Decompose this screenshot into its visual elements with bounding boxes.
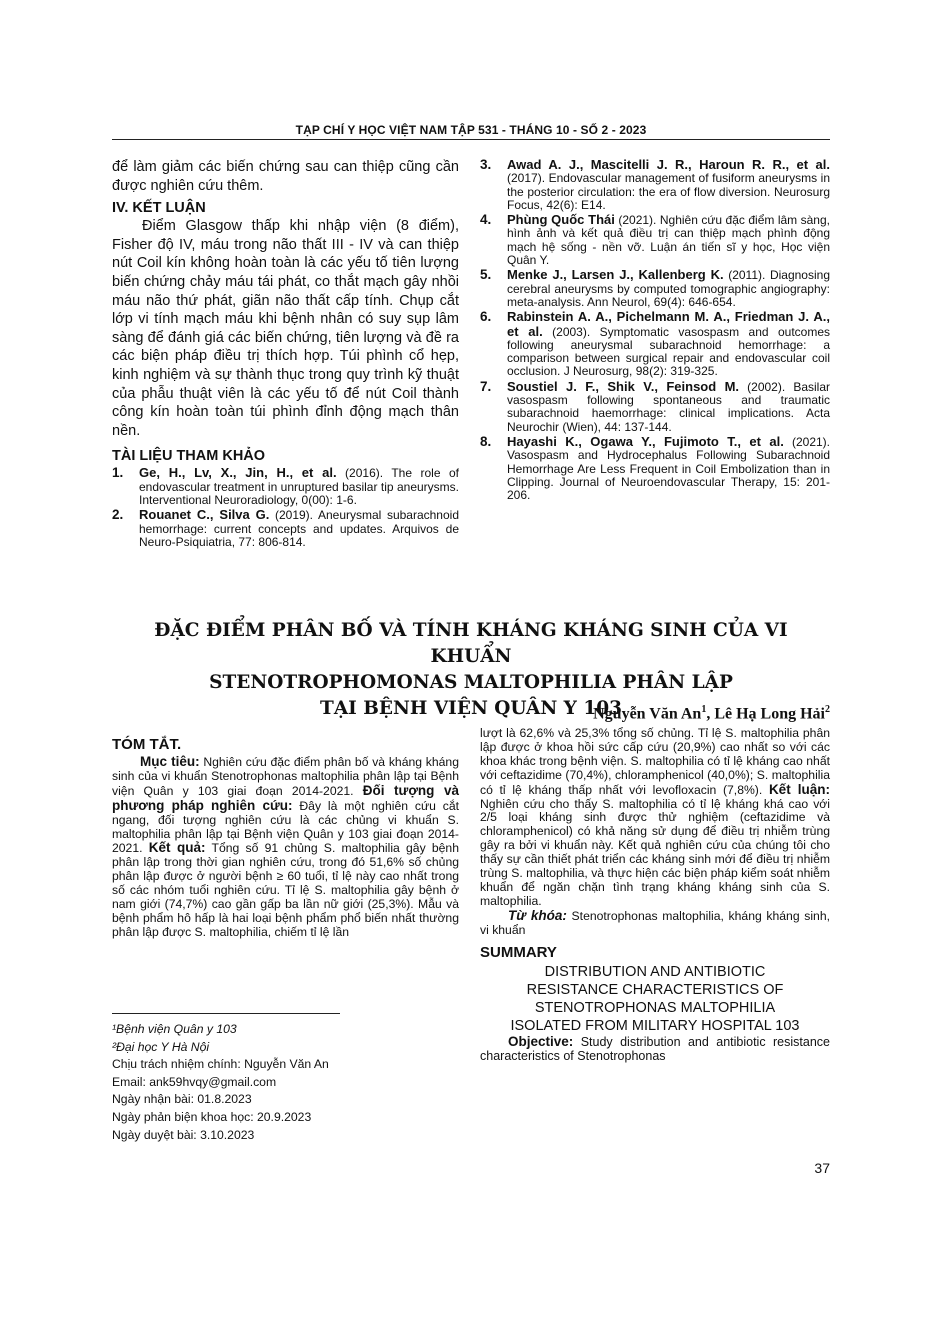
summary-objective: [480, 1035, 830, 1063]
reference-item: [480, 380, 830, 434]
summary-objective-label: Objective:: [508, 1033, 574, 1049]
reference-number: 5.: [480, 267, 492, 283]
author-affiliation-mark: 2: [825, 704, 830, 715]
footnote-divider: [112, 1013, 340, 1014]
article-title-line: ĐẶC ĐIỂM PHÂN BỐ VÀ TÍNH KHÁNG KHÁNG SINH CỦA VI KHUẨN: [154, 620, 788, 667]
article-title-line: STENOTROPHOMONAS MALTOPHILIA PHÂN LẬP: [209, 672, 733, 693]
reference-item: [112, 466, 459, 507]
header-divider: [112, 139, 830, 140]
right-column: [480, 158, 830, 503]
summary-title-line: ISOLATED FROM MILITARY HOSPITAL 103: [510, 1017, 800, 1034]
abstract-paragraph: [112, 755, 459, 940]
reference-number: 1.: [112, 465, 124, 481]
conclusion-heading: IV. KẾT LUẬN: [112, 200, 206, 217]
reference-authors: Rabinstein A. A., Pichelmann M. A., Friedman J. A., et al.: [507, 309, 830, 339]
reference-text: (2019). Aneurysmal subarachnoid hemorrhage: current concepts and updates. Arquivos de Neuro-Psiquiatria, 77: 806-814.: [139, 508, 459, 549]
intro-paragraph: để làm giảm các biến chứng sau can thiệp cũng cần được nghiên cứu thêm.: [112, 159, 459, 194]
summary-title-line: DISTRIBUTION AND ANTIBIOTIC: [544, 963, 766, 980]
reference-authors: Soustiel J. F., Shik V., Feinsod M.: [507, 378, 740, 394]
affiliation-1: ¹Bệnh viện Quân y 103: [112, 1022, 237, 1036]
results-label: Kết quả:: [148, 840, 206, 856]
left-column: [112, 158, 459, 550]
reference-authors: Rouanet C., Silva G.: [139, 507, 270, 523]
author-separator: ,: [706, 705, 715, 723]
date-reviewed: Ngày phản biện khoa học: 20.9.2023: [112, 1109, 312, 1124]
reference-text: (2002). Basilar vasospasm following spontaneous and traumatic subarachnoid haemorrhage: clinical implications. Acta Neurochir (Wien), 44: 137-144.: [507, 379, 830, 434]
author-line: [593, 704, 830, 723]
reference-authors: Menke J., Larsen J., Kallenberg K.: [507, 267, 724, 283]
reference-number: 3.: [480, 157, 492, 172]
methods-text: Đây là một nghiên cứu cắt ngang, đối tượng nghiên cứu là các chủng vi khuẩn S. maltophilia phân lập tại Bệnh viện Quân y 103 giai đoạn 2014-2021.: [112, 798, 459, 856]
contact-email: Email: ank59hvqy@gmail.com: [112, 1074, 277, 1089]
reference-item: [480, 213, 830, 267]
footnotes: [112, 1021, 459, 1144]
affiliation-2: ²Đại học Y Hà Nội: [112, 1039, 210, 1054]
references-heading: TÀI LIỆU THAM KHẢO: [112, 448, 266, 465]
reference-authors: Awad A. J., Mascitelli J. R., Haroun R. R., et al.: [507, 157, 830, 172]
reference-text: (2016). The role of endovascular treatment in unruptured basilar tip aneurysms. Interventional Neuroradiology, 0(00): 1-6.: [139, 466, 459, 507]
reference-authors: Hayashi K., Ogawa Y., Fujimoto T., et al.: [507, 433, 784, 449]
reference-text: (2017). Endovascular management of fusiform aneurysms in the posterior circulation: the era of flow diversion. Neurosurg Focus, 42(6): E14.: [507, 171, 830, 212]
reference-item: [480, 435, 830, 502]
abstract-paragraph-cont: [480, 727, 830, 909]
conclusion-paragraph: Điểm Glasgow thấp khi nhập viện (8 điểm), Fisher độ IV, máu trong não thất III - IV và can thiệp nút Coil kín không hoàn toàn là các yếu tố tiên lượng biến chứng chảy máu tái phát, co thắt mạch gây nhồi máu não thứ phát, giãn não thất cấp tính. Chụp cắt lớp vi tính mạch máu khi bệnh nhân có suy sụp lâm sàng để đánh giá các biến chứng, tiên lượng và đề ra các biện pháp điều trị thích hợp. Túi phình cổ hẹp, kinh nghiệm và sự thành thục trong quy trình kỹ thuật của phẫu thuật viên là các yếu tố để nút Coil thành công kín hoàn toàn túi phình đỉnh động mạch thân nền.: [112, 218, 459, 439]
keywords-text: Stenotrophonas maltophilia, kháng kháng sinh, vi khuẩn: [480, 908, 830, 937]
reference-item: [480, 158, 830, 212]
keywords-label: Từ khóa:: [508, 907, 567, 923]
author-name: Nguyễn Văn An: [593, 705, 702, 723]
reference-text: (2021). Vasospasm and Hydrocephalus Following Subarachnoid Hemorrhage Are Less Frequent in Coil Embolization than in Clipping. Journal of Neuroendovascular Therapy, 15: 201-206.: [507, 434, 831, 503]
summary-heading: SUMMARY: [480, 943, 557, 961]
reference-text: (2021). Nghiên cứu đặc điểm lâm sàng, hình ảnh và kết quả điều trị can thiệp mạch phình động mạch hệ sống - nền vỡ. Luận án tiến sĩ y học, Học viện Quân Y.: [507, 213, 830, 268]
results-text: Tổng số 91 chủng S. maltophilia gây bệnh phân lập trong thời gian nghiên cứu, trong đó 51,6% số chủng phân lập được ở người bệnh ≥ 60 tuổi, tỉ lệ này cao nhất trong số các nhóm tuổi nghiên cứu. Tỉ lệ S. maltophilia gây bệnh ở nam giới (74,7%) cao gần gấp ba lần nữ giới (25,3%). Mẫu và bệnh phẩm hô hấp là hai loại bệnh phẩm phổ biến nhất thường phân lập được S. maltophilia, chiếm tỉ lệ lần: [112, 841, 459, 939]
journal-header: TẠP CHÍ Y HỌC VIỆT NAM TẬP 531 - THÁNG 10 - SỐ 2 - 2023: [295, 123, 647, 137]
reference-number: 4.: [480, 212, 492, 228]
reference-authors: Ge, H., Lv, X., Jin, H., et al.: [139, 465, 337, 481]
abstract-left: [112, 736, 459, 940]
page-number: 37: [814, 1160, 830, 1176]
reference-number: 8.: [480, 433, 492, 449]
abstract-heading: TÓM TẮT.: [112, 736, 182, 753]
keywords-line: [480, 909, 830, 938]
article-title-line: TẠI BỆNH VIỆN QUÂN Y 103: [320, 698, 622, 719]
reference-number: 6.: [480, 309, 492, 325]
reference-item: [480, 268, 830, 309]
summary-objective-text: Study distribution and antibiotic resistance characteristics of Stenotrophonas: [480, 1034, 830, 1063]
reference-text: (2011). Diagnosing cerebral aneurysms by computed tomographic angiography: meta-analysis. Ann Neurol, 69(4): 646-654.: [507, 268, 830, 309]
objective-label: Mục tiêu:: [140, 754, 200, 769]
date-received: Ngày nhận bài: 01.8.2023: [112, 1092, 252, 1107]
reference-item: [112, 508, 459, 549]
corresponding-author: Chịu trách nhiệm chính: Nguyễn Văn An: [112, 1057, 329, 1072]
abstract-right: [480, 727, 830, 1063]
references-list-right: [480, 158, 830, 502]
references-list-left: [112, 466, 459, 549]
methods-label: Đối tượng và phương pháp nghiên cứu:: [112, 782, 459, 813]
date-accepted: Ngày duyệt bài: 3.10.2023: [112, 1127, 255, 1142]
objective-text: Nghiên cứu đặc điểm phân bố và kháng kháng sinh của vi khuẩn Stenotrophonas maltophilia phân lập tại Bệnh viện Quân y 103 giai đoạn 2014-2021.: [112, 755, 459, 798]
author-name: Lê Hạ Long Hải: [714, 705, 825, 723]
reference-authors: Phùng Quốc Thái: [507, 212, 615, 228]
reference-number: 7.: [480, 378, 492, 394]
conclusion-text: Nghiên cứu cho thấy S. maltophilia có tỉ lệ kháng khá cao với 2/5 loại kháng sinh được thử nghiệm (ceftazidime và chloramphenicol) có khả năng sử dụng để điều trị nhiễm trùng gây ra bởi vi khuẩn này. Kết quả nghiên cứu của chúng tôi cho thấy sự cần thiết phát triển các kháng sinh mới để điều trị nhiễm trùng S. maltophilia, và thực hiện các biện pháp kiểm soát nhiễm khuẩn để ngăn chặn tình trạng kháng kháng sinh của S. maltophilia.: [480, 796, 830, 908]
conclusion-label: Kết luận:: [768, 781, 830, 797]
results-text-cont: lượt là 62,6% và 25,3% tổng số chủng. Tỉ lệ S. maltophilia phân lập được ở khoa hồi sức cấp cứu (20,9%) cao nhất so với các khoa khác trong bệnh viện. S. maltophilia có tỉ lệ kháng cao nhất với ceftazidime (70,4%), chloramphenicol (40,0%); S. maltophilia có tỉ lệ kháng thấp nhất với levofloxacin (7,8%).: [480, 726, 830, 797]
summary-title-line: RESISTANCE CHARACTERISTICS OF: [526, 981, 784, 998]
author-affiliation-mark: 1: [701, 704, 707, 715]
reference-text: (2003). Symptomatic vasospasm and outcomes following aneurysmal subarachnoid hemorrhage: a comparison between surgical repair and endovascular coil occlusion. J Neurosurg, 98(2): 319-325.: [507, 324, 831, 379]
reference-number: 2.: [112, 507, 124, 523]
reference-item: [480, 310, 830, 378]
summary-title-line: STENOTROPHONAS MALTOPHILIA: [534, 999, 776, 1016]
